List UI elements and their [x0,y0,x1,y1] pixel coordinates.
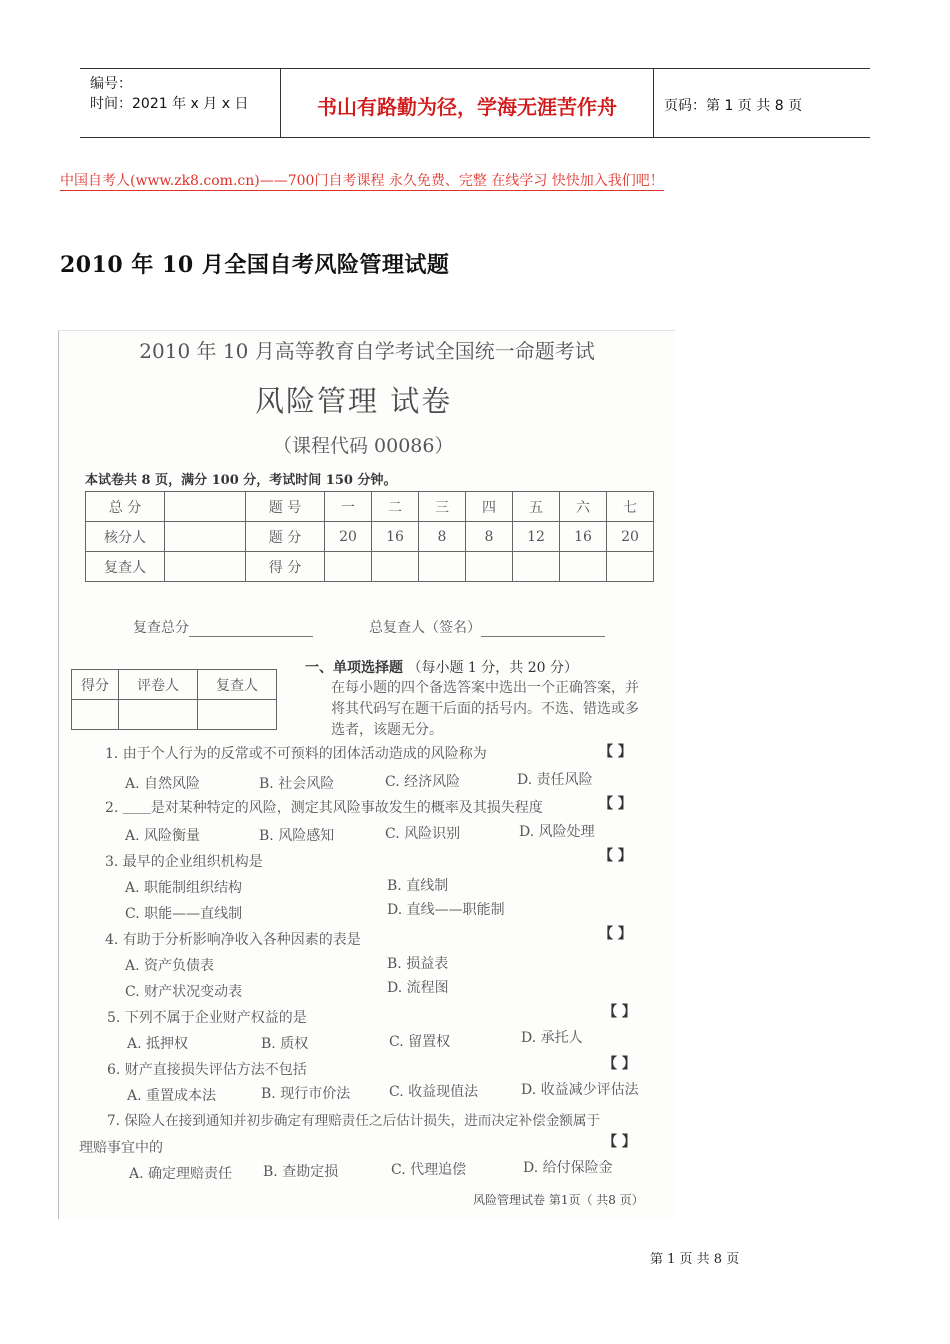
promo-link[interactable]: 中国自考人(www.zk8.com.cn)——700门自考课程 永久免费、完整 在线学习 快快加入我们吧！ [60,173,664,189]
review-total [133,617,313,637]
question-option: D. 流程图 [387,980,449,996]
question-option: C. 收益现值法 [389,1084,479,1100]
course-code: （课程代码 00086） [273,435,454,457]
question-option: C. 财产状况变动表 [125,984,243,1000]
question-option: B. 直线制 [387,878,449,894]
question-option: B. 查勘定损 [263,1164,339,1180]
question-stem: 6. 财产直接损失评估方法不包括 [107,1062,307,1078]
header-motto-cell [281,69,654,137]
question-points: 8 [466,522,513,552]
question-option: D. 责任风险 [517,772,593,788]
review-total-label: 复查总分 [133,620,189,636]
page-indicator: 页码：第 1 页 共 8 页 [664,98,803,114]
score-blank [607,552,654,582]
question-option: A. 职能制组织结构 [125,880,243,896]
question-stem: 1. 由于个人行为的反常或不可预料的团体活动造成的风险称为 [105,746,487,762]
question-number: 四 [466,492,513,522]
grader-blank [198,700,277,730]
answer-bracket: 【 】 [603,1056,636,1072]
question-points: 8 [419,522,466,552]
question-points: 20 [607,522,654,552]
section-points: （每小题 1 分，共 20 分） [407,660,578,676]
question-option: A. 重置成本法 [127,1088,217,1104]
question-number: 七 [607,492,654,522]
question-option: C. 风险识别 [385,826,461,842]
question-number: 一 [325,492,372,522]
scanned-exam-page [58,330,675,1219]
question-stem: 3. 最早的企业组织机构是 [105,854,263,870]
reviewer-sign-label: 总复查人（签名） [369,620,481,636]
question-option: C. 经济风险 [385,774,461,790]
header-page-cell [654,69,870,137]
page-footer: 第 1 页 共 8 页 [650,1252,740,1267]
question-stem: 5. 下列不属于企业财产权益的是 [107,1010,307,1026]
question-number: 三 [419,492,466,522]
answer-bracket: 【 】 [603,1004,636,1020]
question-option: B. 风险感知 [259,828,335,844]
number-label: 编号： [90,76,132,92]
document-title: 2010 年 10 月全国自考风险管理试题 [60,252,450,278]
grader-table [71,669,277,730]
score-col-label: 得 分 [246,552,325,582]
question-option: B. 损益表 [387,956,449,972]
answer-bracket: 【 】 [599,744,632,760]
section-desc-line: 将其代码写在题干后面的括号内。不选、错选或多 [331,701,639,717]
question-option: A. 风险衡量 [125,828,201,844]
motto: 书山有路勤为径，学海无涯苦作舟 [317,95,617,119]
section-title: 一、单项选择题 [305,660,403,676]
score-row-label: 总 分 [86,492,165,522]
question-points: 12 [513,522,560,552]
score-table [85,491,654,582]
exam-header: 2010 年 10 月高等教育自学考试全国统一命题考试 [139,339,595,363]
score-blank [165,522,246,552]
grader-label: 得分 [72,670,119,700]
time-label: 时间：2021 年 x 月 x 日 [90,96,249,112]
grader-blank [72,700,119,730]
answer-bracket: 【 】 [599,848,632,864]
question-option: D. 收益减少评估法 [521,1082,639,1098]
score-blank [372,552,419,582]
grader-label: 复查人 [198,670,277,700]
question-option: B. 现行市价法 [261,1086,351,1102]
signature-line [481,622,605,637]
question-option: A. 抵押权 [127,1036,189,1052]
grader-label: 评卷人 [119,670,198,700]
score-blank [513,552,560,582]
score-row-label: 核分人 [86,522,165,552]
question-option: A. 自然风险 [125,776,201,792]
question-option: A. 资产负债表 [125,958,215,974]
score-col-label: 题 分 [246,522,325,552]
exam-subject: 风险管理 试卷 [255,384,453,418]
header-meta-cell [80,69,281,137]
answer-bracket: 【 】 [599,926,632,942]
question-stem: 2. ＿＿是对某种特定的风险，测定其风险事故发生的概率及其损失程度 [105,800,543,816]
question-number: 二 [372,492,419,522]
question-option: B. 社会风险 [259,776,335,792]
answer-bracket: 【 】 [603,1134,636,1150]
question-option: A. 确定理赔责任 [129,1166,233,1182]
question-number: 六 [560,492,607,522]
signature-line [189,622,313,637]
question-option: D. 直线——职能制 [387,902,505,918]
question-option: C. 留置权 [389,1034,451,1050]
question-number: 五 [513,492,560,522]
section-desc-line: 在每小题的四个备选答案中选出一个正确答案，并 [331,680,639,696]
section-desc-line: 选者，该题无分。 [331,722,443,738]
answer-bracket: 【 】 [599,796,632,812]
score-blank [466,552,513,582]
question-stem-continued: 理赔事宜中的 [79,1140,163,1156]
score-blank [419,552,466,582]
question-points: 16 [372,522,419,552]
question-stem: 7. 保险人在接到通知并初步确定有理赔责任之后估计损失，进而决定补偿金额属于 [107,1113,601,1129]
score-blank [560,552,607,582]
question-stem: 4. 有助于分析影响净收入各种因素的表是 [105,932,361,948]
grader-blank [119,700,198,730]
score-blank [165,552,246,582]
section-heading [305,657,578,677]
question-points: 20 [325,522,372,552]
score-blank [325,552,372,582]
question-option: B. 质权 [261,1036,309,1052]
score-blank [165,492,246,522]
score-col-label: 题 号 [246,492,325,522]
score-row-label: 复查人 [86,552,165,582]
question-option: D. 承托人 [521,1030,583,1046]
scan-footer: 风险管理试卷 第1页（ 共8 页） [473,1193,644,1207]
question-option: D. 给付保险金 [523,1160,613,1176]
question-points: 16 [560,522,607,552]
question-option: C. 职能——直线制 [125,906,243,922]
question-option: C. 代理追偿 [391,1162,467,1178]
document-header [80,68,870,138]
reviewer-signature [369,617,605,637]
question-option: D. 风险处理 [519,824,595,840]
exam-info: 本试卷共 8 页，满分 100 分，考试时间 150 分钟。 [85,473,397,488]
